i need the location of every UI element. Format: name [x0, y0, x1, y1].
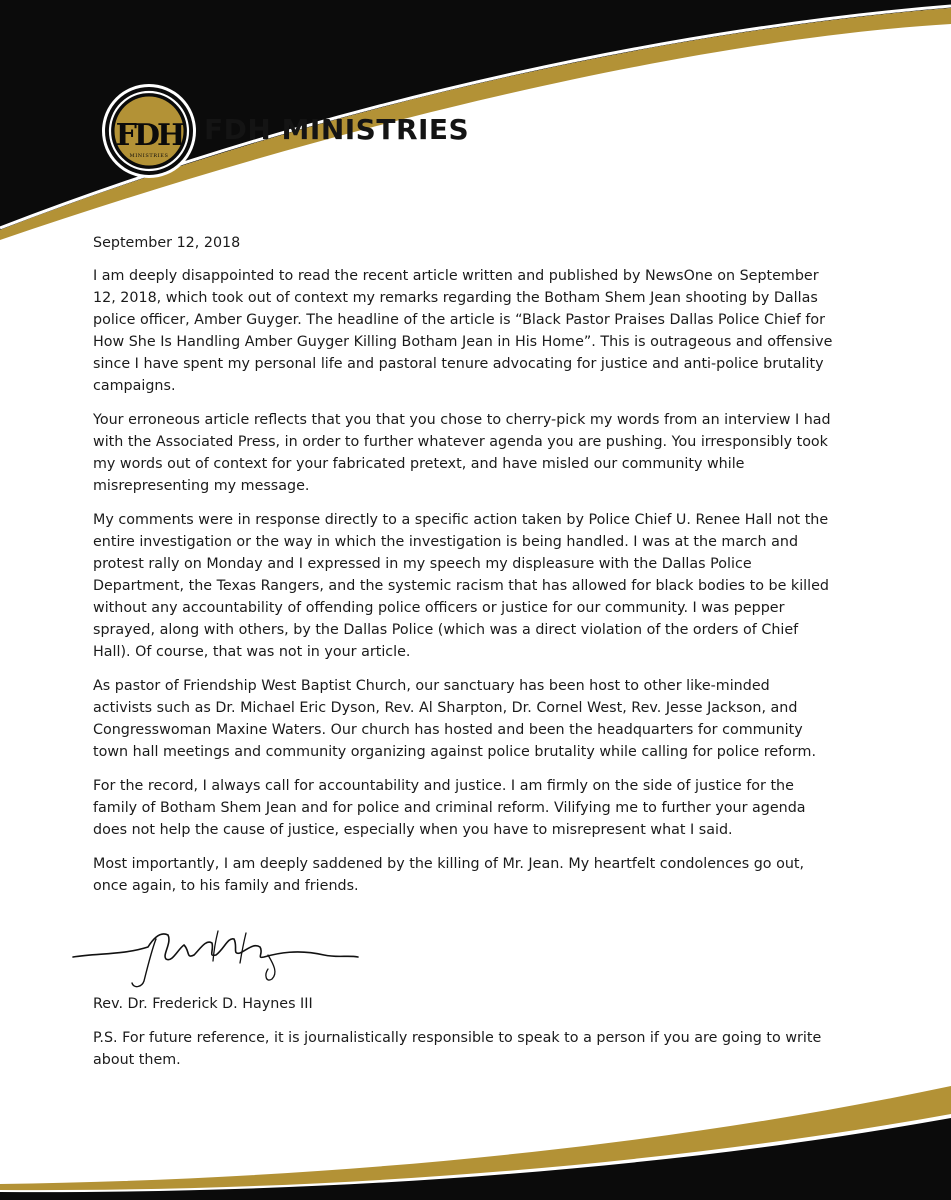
letter-date: September 12, 2018 — [93, 235, 241, 251]
letter-paragraph-3: My comments were in response directly to a specific action taken by Police Chief U. Renee Hall not the entire investigation or the way in which the investigation is being handled. I was at the march and protest rally on Monday and I expressed in my speech my displeasure with the Dallas Police Department, the Texas Rangers, and the systemic racism that has allowed for black bodies to be killed without any accountability of offending police officers or justice for our community. I was pepper sprayed, along with others, by the Dallas Police (which was a direct violation of the orders of Chief Hall). Of course, that was not in your article. — [93, 512, 829, 660]
signatory-name: Rev. Dr. Frederick D. Haynes III — [93, 996, 313, 1012]
handwritten-signature — [68, 909, 833, 989]
letter-paragraph-2: Your erroneous article reflects that you that you chose to cherry-pick my words from an interview I had with the Associated Press, in order to further whatever agenda you are pushing. You irresponsibly took my words out of context for your fabricated pretext, and have misled our community while misrepresenting my message. — [93, 412, 831, 494]
letter-body — [93, 232, 833, 1083]
letter-paragraph-1: I am deeply disappointed to read the recent article written and published by NewsOne on September 12, 2018, which took out of context my remarks regarding the Botham Shem Jean shooting by Dallas police officer, Amber Guyger. The headline of the article is “Black Pastor Praises Dallas Police Chief for How She Is Handling Amber Guyger Killing Botham Jean in His Home”. This is outrageous and offensive since I have spent my personal life and pastoral tenure advocating for justice and anti-police brutality campaigns. — [93, 268, 833, 394]
letter-paragraph-4: As pastor of Friendship West Baptist Church, our sanctuary has been host to other like-minded activists such as Dr. Michael Eric Dyson, Rev. Al Sharpton, Dr. Cornel West, Rev. Jesse Jackson, and Congresswoman Maxine Waters. Our church has hosted and been the headquarters for community town hall meetings and community organizing against police brutality while calling for police reform. — [93, 678, 816, 760]
logo-emblem — [102, 84, 196, 178]
postscript: P.S. For future reference, it is journalistically responsible to speak to a person if you are going to write about them. — [93, 1030, 822, 1068]
letter-paragraph-6: Most importantly, I am deeply saddened by the killing of Mr. Jean. My heartfelt condolences go out, once again, to his family and friends. — [93, 856, 805, 894]
letterhead-banner — [0, 0, 951, 240]
logo-monogram: FDH — [115, 118, 183, 153]
organization-name: FDH MINISTRIES — [204, 113, 470, 146]
footer-banner — [0, 1080, 951, 1200]
letter-paragraph-5: For the record, I always call for accountability and justice. I am firmly on the side of justice for the family of Botham Shem Jean and for police and criminal reform. Vilifying me to further your agenda does not help the cause of justice, especially when you have to misrepresent what I said. — [93, 778, 806, 838]
logo-subtext: MINISTRIES — [129, 153, 169, 159]
